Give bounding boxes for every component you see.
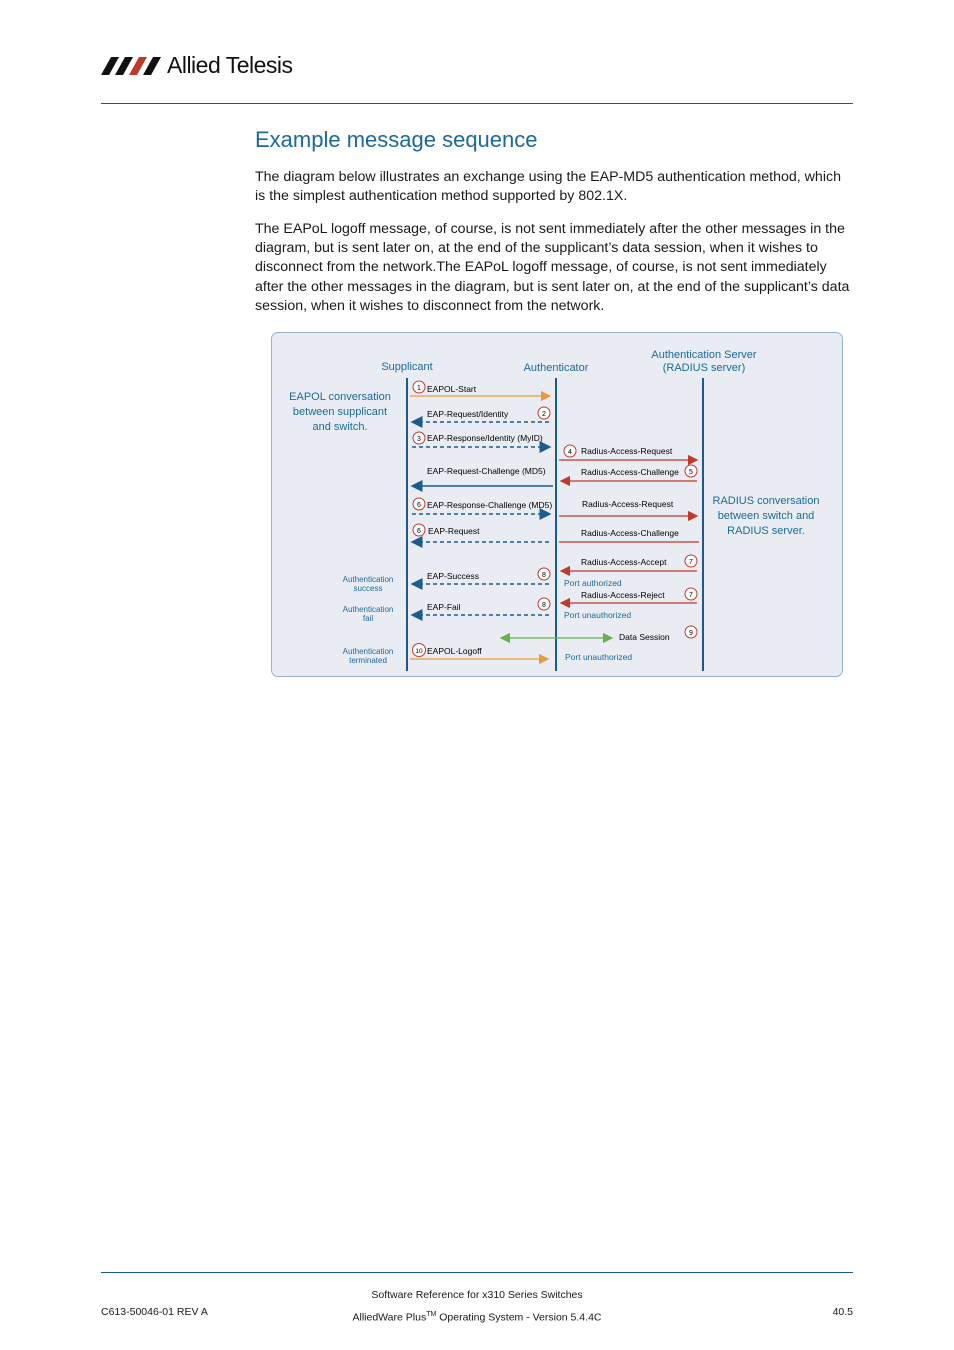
column-server-line1: Authentication Server: [651, 349, 757, 361]
side-label-terminated-2: terminated: [349, 656, 387, 665]
step-badge-number: 8: [542, 572, 546, 579]
side-label-success-2: success: [353, 584, 383, 593]
message-sequence-diagram: [271, 332, 843, 677]
footer-rule: [101, 1272, 853, 1273]
msg-label: EAP-Request/Identity: [427, 409, 509, 419]
step-badge-number: 6: [417, 528, 421, 535]
msg-label: EAPOL-Logoff: [427, 646, 482, 656]
step-badge-number: 4: [568, 449, 572, 456]
left-note-line1: EAPOL conversation: [289, 391, 391, 403]
footer-doc-title: Software Reference for x310 Series Switches: [371, 1289, 583, 1301]
footer-center: [277, 1286, 677, 1328]
footer-os-version: AlliedWare Plus™ Operating System - Version 5.4.4C: [352, 1311, 602, 1324]
footer-page-number: 40.5: [832, 1306, 853, 1318]
step-badge-number: 10: [415, 648, 423, 655]
msg-label: EAP-Request-Challenge (MD5): [427, 466, 546, 476]
paragraph-logoff: The EAPoL logoff message, of course, is not sent immediately after the other messages in the diagram, but is sent later on, at the end of the supplicant’s data session, when it wishes to disconnect from the network.The EAPoL logoff message, of course, is not sent immediately after the other messages in the diagram, but is sent later on, at the end of the supplicant’s data session, when it wishes to disconnect from the network.: [255, 221, 850, 314]
side-label-terminated-1: Authentication: [342, 647, 394, 656]
status-port-authorized: Port authorized: [564, 578, 622, 588]
left-note-line2: between supplicant: [292, 406, 388, 418]
right-note-line2: between switch and: [717, 510, 815, 522]
msg-label: EAP-Response-Challenge (MD5): [427, 500, 553, 510]
section-title: Example message sequence: [255, 127, 538, 152]
msg-label: Radius-Access-Request: [582, 499, 674, 509]
logo-mark-icon: [101, 54, 163, 76]
step-badge-number: 6: [417, 502, 421, 509]
side-label-fail-2: fail: [362, 614, 374, 623]
msg-label: EAPOL-Start: [427, 384, 477, 394]
msg-label: EAP-Request: [428, 526, 480, 536]
msg-label: EAP-Fail: [427, 602, 461, 612]
footer-doc-id: C613-50046-01 REV A: [101, 1306, 208, 1318]
header-rule: [101, 103, 853, 104]
right-note-line3: RADIUS server.: [727, 525, 805, 537]
msg-label: EAP-Response/Identity (MyID): [427, 433, 543, 443]
step-badge-number: 2: [542, 411, 546, 418]
step-badge-number: 3: [417, 436, 421, 443]
column-authenticator: Authenticator: [523, 362, 589, 374]
msg-label: Radius-Access-Request: [581, 446, 673, 456]
side-label-success-1: Authentication: [342, 575, 394, 584]
right-note-line1: RADIUS conversation: [712, 495, 820, 507]
step-badge-number: 7: [689, 559, 693, 566]
msg-label: Data Session: [619, 632, 670, 642]
step-badge-number: 1: [417, 385, 421, 392]
step-badge-number: 7: [689, 592, 693, 599]
column-supplicant: Supplicant: [381, 361, 433, 373]
logo-text: Allied Telesis: [167, 51, 293, 78]
msg-label: Radius-Access-Accept: [581, 557, 667, 567]
msg-label: Radius-Access-Challenge: [581, 528, 679, 538]
status-port-unauthorized: Port unauthorized: [564, 610, 632, 620]
step-badge-number: 8: [542, 602, 546, 609]
left-note-line3: and switch.: [312, 421, 368, 433]
msg-label: Radius-Access-Challenge: [581, 467, 679, 477]
step-badge-number: 9: [689, 630, 693, 637]
column-server-line2: (RADIUS server): [662, 362, 746, 374]
step-badge-number: 5: [689, 469, 693, 476]
company-logo: [101, 50, 293, 80]
msg-label: EAP-Success: [427, 571, 479, 581]
side-label-fail-1: Authentication: [342, 605, 394, 614]
paragraph-intro: The diagram below illustrates an exchange using the EAP-MD5 authentication method, which is the simplest authentication method supported by 802.1X.: [255, 169, 841, 205]
msg-label: Radius-Access-Reject: [581, 590, 665, 600]
status-port-unauthorized: Port unauthorized: [565, 652, 633, 662]
